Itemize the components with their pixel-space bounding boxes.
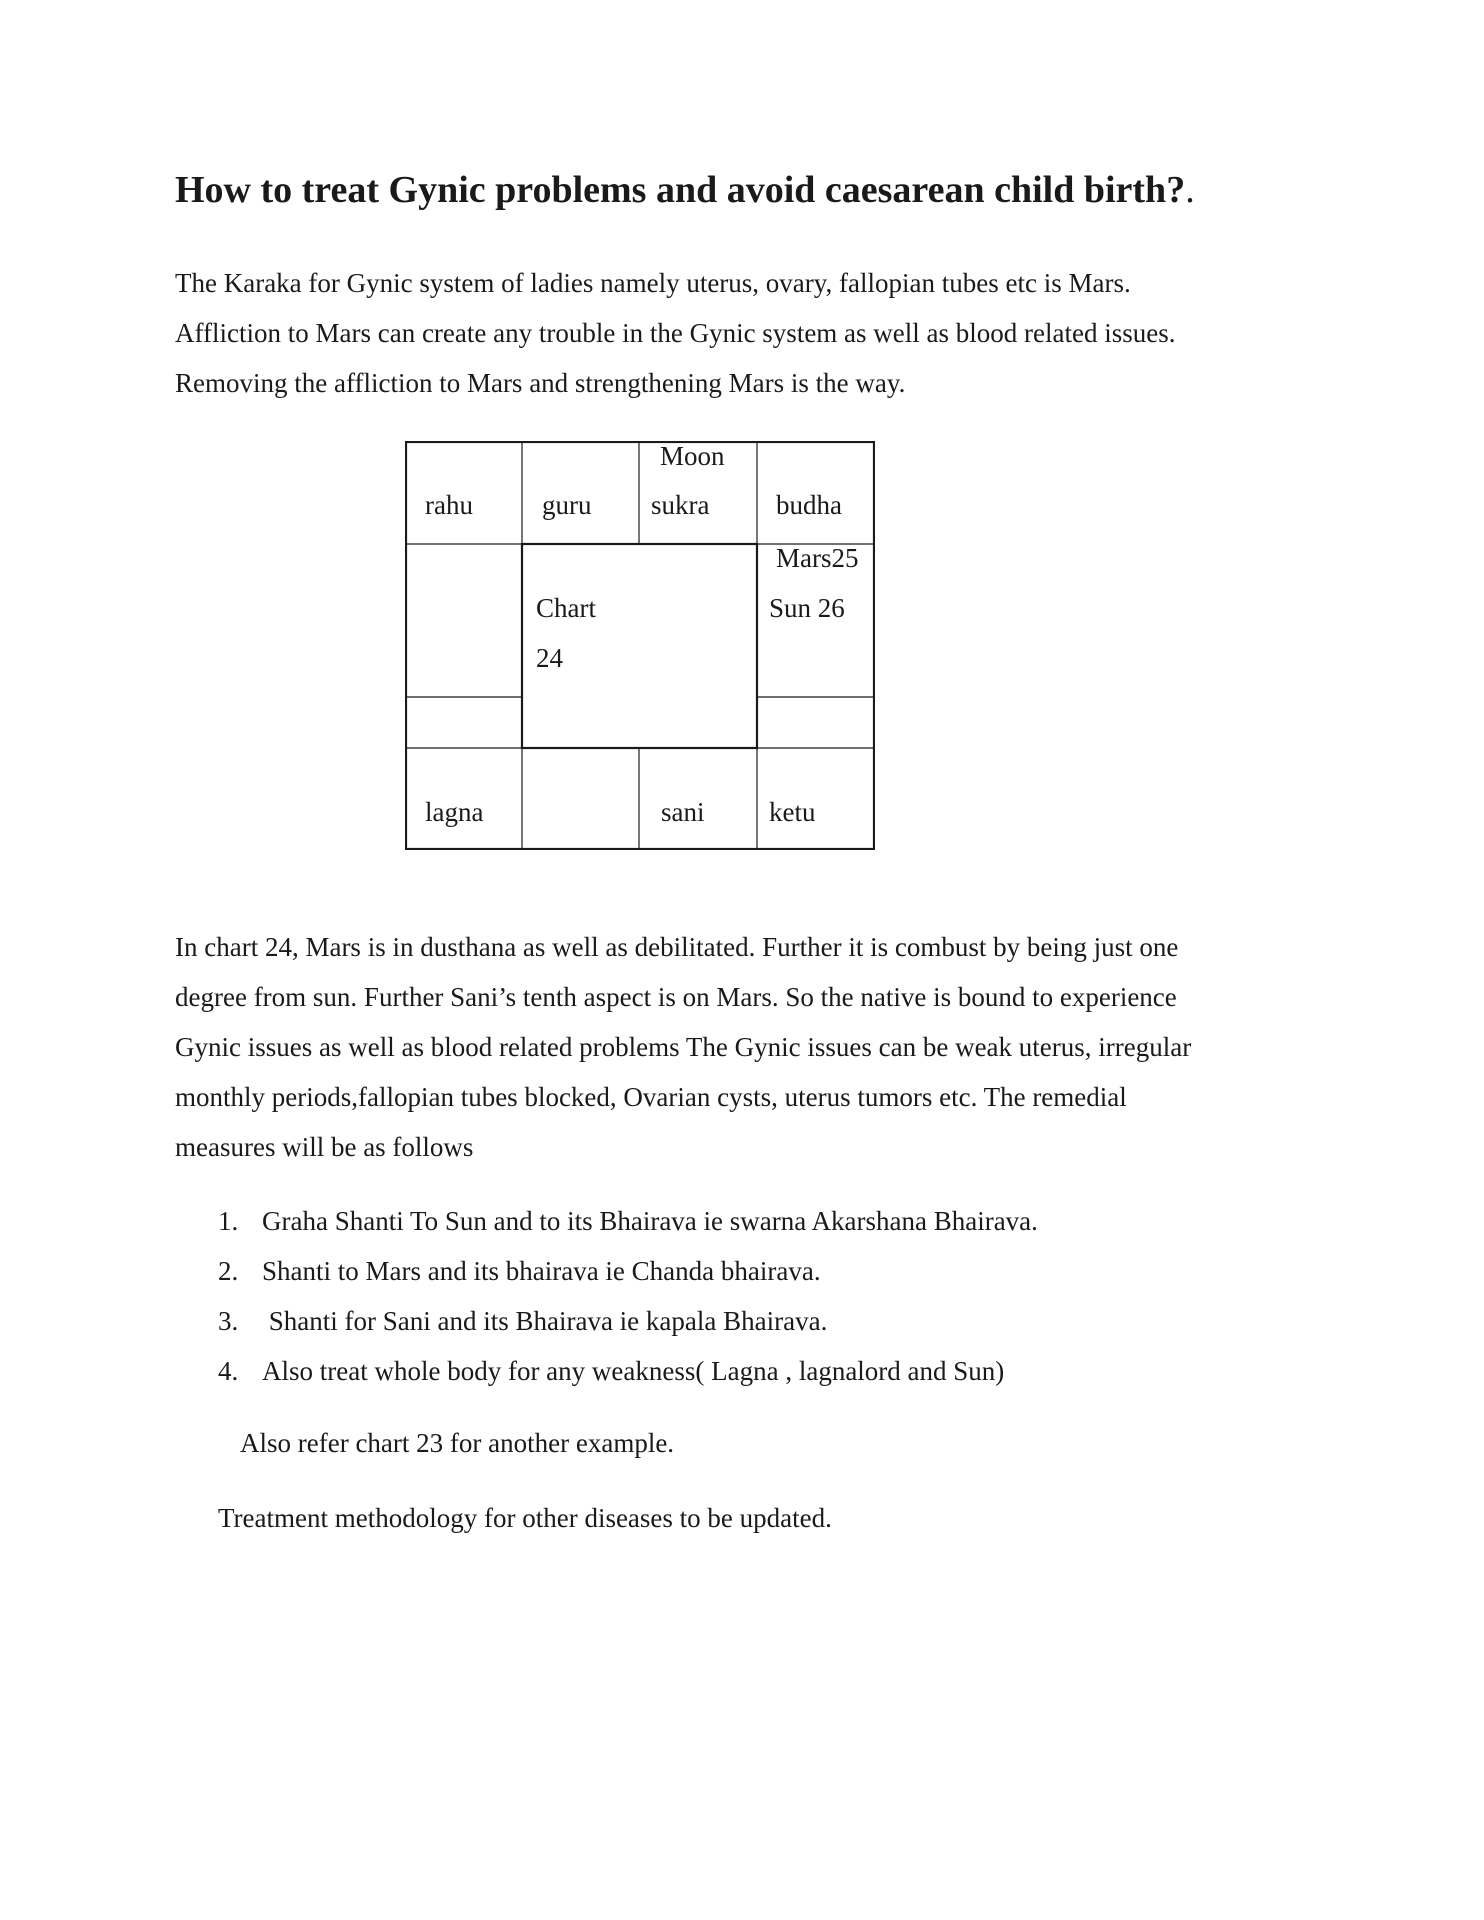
intro-paragraph bbox=[175, 258, 1305, 408]
reference-note: Also refer chart 23 for another example. bbox=[240, 1428, 675, 1458]
intro-line: The Karaka for Gynic system of ladies namely uterus, ovary, fallopian tubes etc is Mars. bbox=[175, 268, 1131, 298]
list-text: Shanti for Sani and its Bhairava ie kapala Bhairava. bbox=[262, 1306, 828, 1336]
house-moon: Moon bbox=[660, 441, 725, 471]
list-text: Also treat whole body for any weakness( Lagna , lagnalord and Sun) bbox=[262, 1356, 1005, 1386]
page-title bbox=[175, 168, 1195, 212]
analysis-line: monthly periods,fallopian tubes blocked, Ovarian cysts, uterus tumors etc. The remedial bbox=[175, 1082, 1127, 1112]
update-note: Treatment methodology for other diseases to be updated. bbox=[218, 1503, 832, 1533]
house-sun: Sun 26 bbox=[769, 593, 845, 623]
chart-label: Chart bbox=[536, 593, 596, 623]
list-item bbox=[218, 1296, 1038, 1346]
chart-number: 24 bbox=[536, 643, 563, 673]
house-budha: budha bbox=[776, 490, 842, 520]
analysis-paragraph bbox=[175, 922, 1305, 1172]
house-rahu: rahu bbox=[425, 490, 473, 520]
house-mars: Mars25 bbox=[776, 543, 859, 573]
analysis-line: In chart 24, Mars is in dusthana as well as debilitated. Further it is combust by being just one bbox=[175, 932, 1179, 962]
list-text: Graha Shanti To Sun and to its Bhairava ie swarna Akarshana Bhairava. bbox=[262, 1206, 1038, 1236]
analysis-line: degree from sun. Further Sani’s tenth aspect is on Mars. So the native is bound to experience bbox=[175, 982, 1177, 1012]
list-item bbox=[218, 1246, 1038, 1296]
list-item bbox=[218, 1196, 1038, 1246]
house-ketu: ketu bbox=[769, 797, 816, 827]
list-number: 3. bbox=[218, 1306, 239, 1336]
list-item bbox=[218, 1346, 1038, 1396]
title-text: How to treat Gynic problems and avoid caesarean child birth? bbox=[175, 169, 1186, 211]
house-guru: guru bbox=[542, 490, 592, 520]
intro-line: Removing the affliction to Mars and strengthening Mars is the way. bbox=[175, 368, 906, 398]
list-number: 1. bbox=[218, 1206, 239, 1236]
remedies-list bbox=[218, 1196, 1038, 1396]
title-tail: . bbox=[1185, 169, 1195, 211]
analysis-line: Gynic issues as well as blood related problems The Gynic issues can be weak uterus, irregular bbox=[175, 1032, 1192, 1062]
horoscope-chart bbox=[405, 441, 875, 850]
house-sani: sani bbox=[661, 797, 705, 827]
house-sukra: sukra bbox=[651, 490, 710, 520]
intro-line: Affliction to Mars can create any trouble in the Gynic system as well as blood related issues. bbox=[175, 318, 1176, 348]
house-lagna: lagna bbox=[425, 797, 484, 827]
list-number: 4. bbox=[218, 1356, 239, 1386]
list-text: Shanti to Mars and its bhairava ie Chanda bhairava. bbox=[262, 1256, 821, 1286]
list-number: 2. bbox=[218, 1256, 239, 1286]
analysis-line: measures will be as follows bbox=[175, 1132, 474, 1162]
